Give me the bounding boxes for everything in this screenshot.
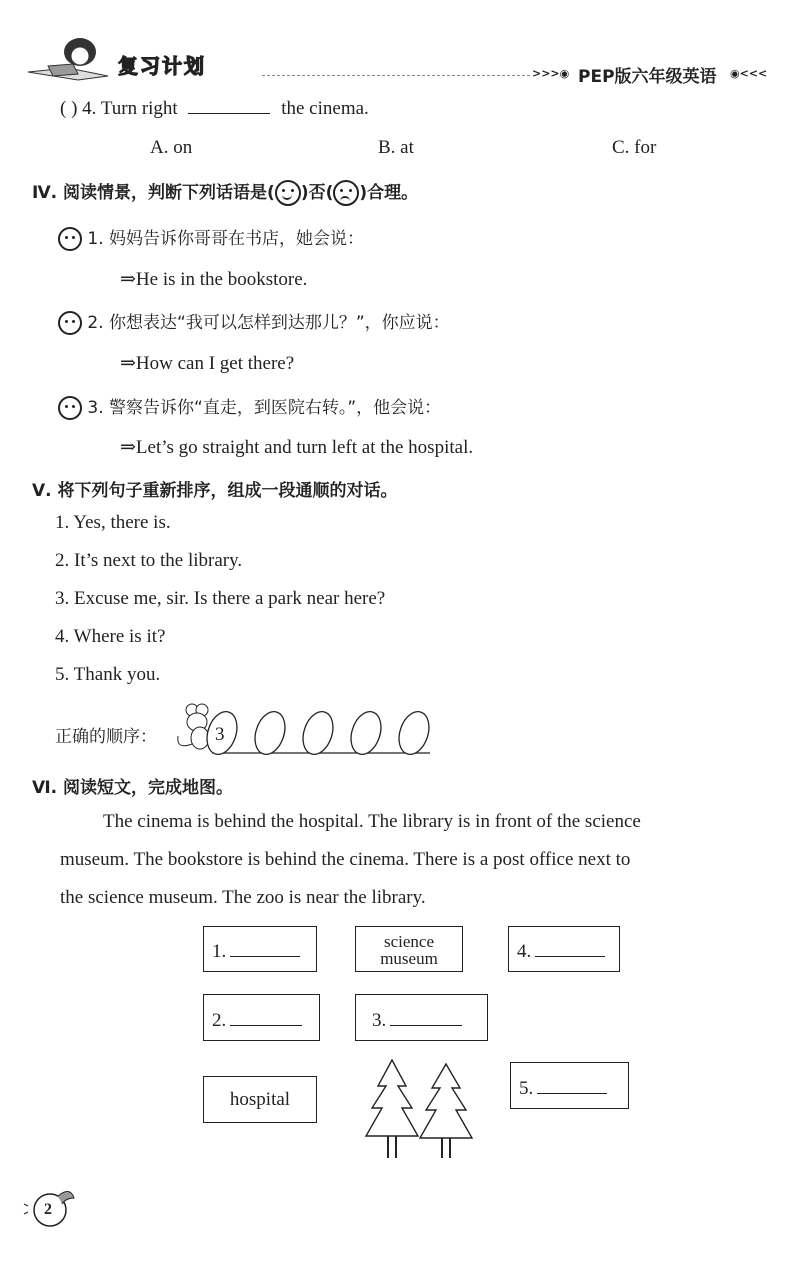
q4-option-a: A. on bbox=[150, 137, 193, 158]
answer-blank[interactable] bbox=[188, 99, 270, 114]
section4-answer-3: ⇒Let’s go straight and turn left at the hospital. bbox=[120, 437, 474, 458]
passage-line-1: The cinema is behind the hospital. The library is in front of the science bbox=[103, 811, 641, 832]
blank-face-icon[interactable] bbox=[58, 227, 82, 251]
section4-answer-2: ⇒How can I get there? bbox=[120, 353, 295, 374]
section6-heading: Ⅵ. 阅读短文，完成地图。 bbox=[32, 778, 234, 798]
smile-face-icon bbox=[275, 180, 301, 206]
page-number: 2 bbox=[44, 1201, 52, 1218]
sad-face-icon bbox=[333, 180, 359, 206]
section5-heading: Ⅴ. 将下列句子重新排序，组成一段通顺的对话。 bbox=[32, 481, 398, 501]
section5-line-4: 4. Where is it? bbox=[55, 626, 166, 647]
map-box-3[interactable]: 3. bbox=[355, 994, 488, 1041]
section5-line-5: 5. Thank you. bbox=[55, 664, 161, 685]
map-box-hospital: hospital bbox=[203, 1076, 317, 1123]
q4-stem-end: the cinema. bbox=[281, 98, 369, 119]
trees-illustration bbox=[362, 1058, 482, 1160]
header-arrows-right: ◉<<< bbox=[730, 67, 768, 80]
header-divider bbox=[262, 75, 530, 76]
answer-paren: ( ) bbox=[60, 98, 78, 119]
blank-face-icon[interactable] bbox=[58, 311, 82, 335]
map-box-2[interactable]: 2. bbox=[203, 994, 320, 1041]
section4-heading: Ⅳ. 阅读情景，判断下列话语是( )否( )合理。 bbox=[32, 178, 418, 206]
order-label: 正确的顺序： bbox=[55, 727, 157, 747]
section5-line-1: 1. Yes, there is. bbox=[55, 512, 171, 533]
q4-line bbox=[60, 98, 369, 120]
header-arrows-left: >>>◉ bbox=[532, 67, 570, 80]
section5-line-2: 2. It’s next to the library. bbox=[55, 550, 243, 571]
section5-line-3: 3. Excuse me, sir. Is there a park near here? bbox=[55, 588, 386, 609]
order-answer-ovals bbox=[200, 705, 440, 760]
map-box-4[interactable]: 4. bbox=[508, 926, 620, 972]
map-box-science-museum: science museum bbox=[355, 926, 463, 972]
order-answer-1: 3 bbox=[215, 724, 225, 745]
blank-face-icon[interactable] bbox=[58, 396, 82, 420]
section4-item-2: 2. 你想表达“我可以怎样到达那儿？”，你应说： bbox=[58, 308, 450, 335]
map-box-1[interactable]: 1. bbox=[203, 926, 317, 972]
q4-stem-start: 4. Turn right bbox=[82, 98, 178, 119]
header-title: 复习计划 bbox=[118, 54, 206, 78]
header-mascot bbox=[18, 30, 118, 90]
section4-answer-1: ⇒He is in the bookstore. bbox=[120, 269, 308, 290]
q4-option-b: B. at bbox=[378, 137, 414, 158]
header-book-name: PEP版六年级英语 bbox=[578, 67, 717, 87]
passage-line-3: the science museum. The zoo is near the library. bbox=[60, 887, 426, 908]
section4-item-3: 3. 警察告诉你“直走，到医院右转。”，他会说： bbox=[58, 393, 441, 420]
map-box-5[interactable]: 5. bbox=[510, 1062, 629, 1109]
section4-item-1: 1. 妈妈告诉你哥哥在书店，她会说： bbox=[58, 224, 364, 251]
q4-option-c: C. for bbox=[612, 137, 657, 158]
passage-line-2: museum. The bookstore is behind the cinema. There is a post office next to bbox=[60, 849, 631, 870]
